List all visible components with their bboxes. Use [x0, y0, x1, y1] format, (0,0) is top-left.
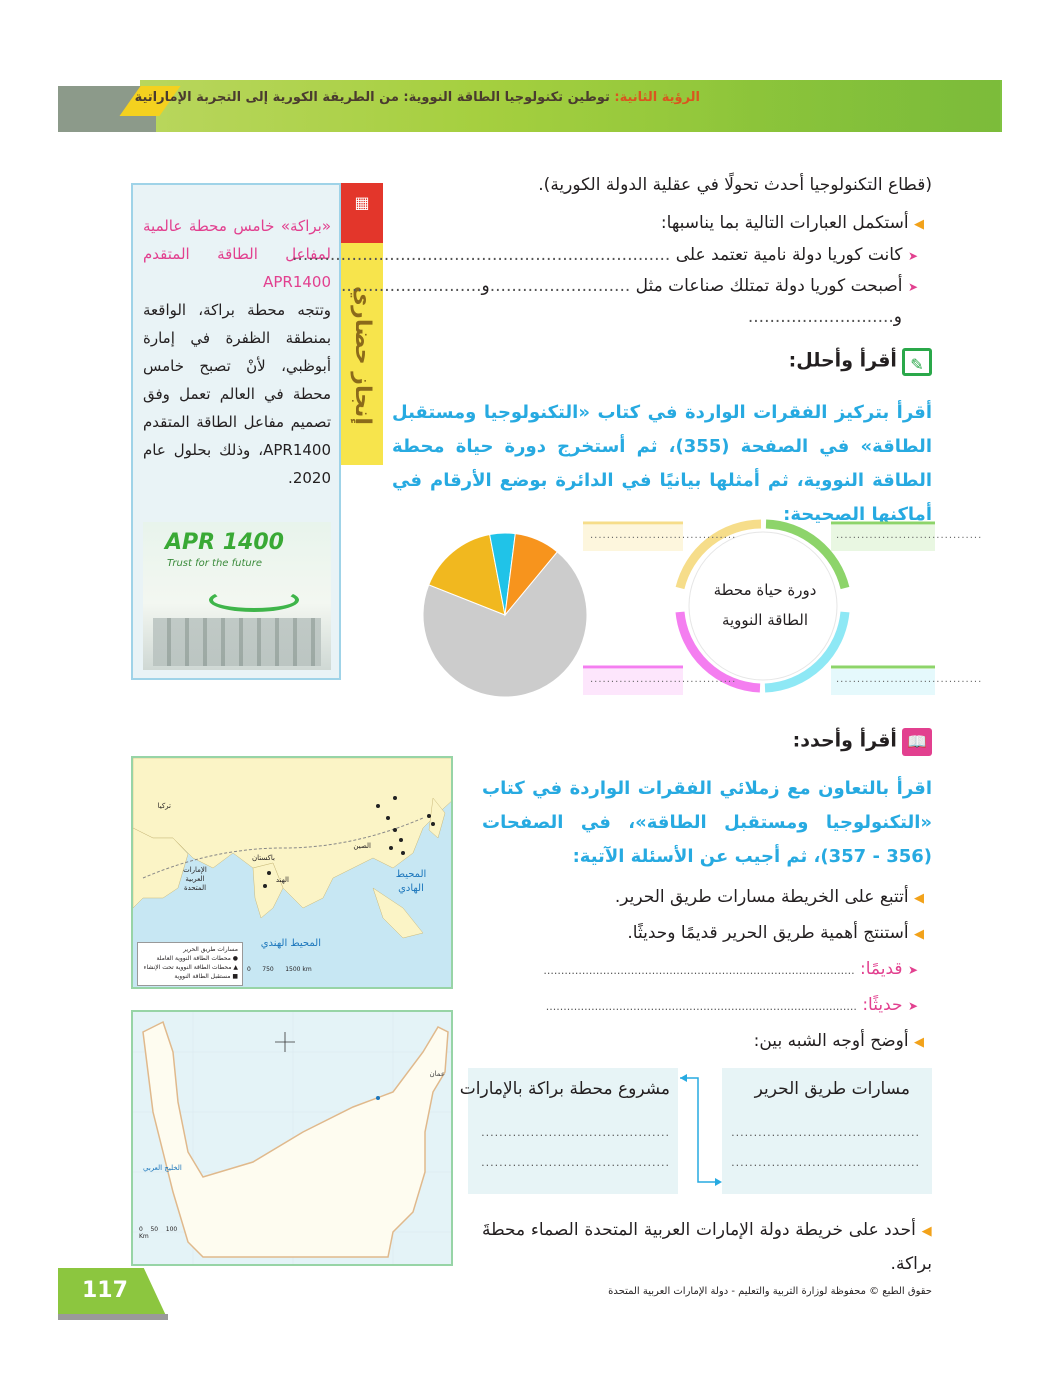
item3-and: و: [893, 307, 902, 327]
complete-prompt-row: [372, 208, 924, 240]
label-pakistan: باكستان: [251, 854, 275, 862]
legend-row-2: ▲ محطات الطاقة النووية تحت الإنشاء: [143, 964, 238, 971]
pie-chart: [420, 530, 590, 700]
compare-box-silk-road-title: مسارات طريق الحرير: [754, 1079, 910, 1099]
header-title-main: توطين تكنولوجيا الطاقة النووية: من الطريقة الكورية إلى التجربة الإماراتية: [134, 90, 615, 105]
header-title: [135, 86, 700, 110]
copyright-note: حقوق الطبع © محفوظة لوزارة التربية والتعليم - دولة الإمارات العربية المتحدة: [608, 1286, 932, 1297]
item1-blank[interactable]: ......................................................................: [292, 245, 671, 265]
label-gulf: الخليج العربي: [143, 1164, 182, 1172]
item2-and: و: [481, 276, 490, 296]
question-1: [482, 880, 924, 916]
question-2: [482, 916, 924, 952]
item2-text: أصبحت كوريا دولة تمتلك صناعات مثل: [635, 276, 903, 296]
cycle-blank-bottom-right[interactable]: ...................................: [836, 674, 983, 685]
label-uae: الإمارات العربية المتحدة: [183, 866, 207, 892]
question-3: [482, 1024, 924, 1060]
legend-row-3: ■ مستقبل الطاقة النووية: [174, 973, 238, 980]
brick-icon: ▦: [354, 193, 370, 212]
apr1400-logo: APR 1400: [165, 530, 284, 555]
old-row: [482, 952, 918, 988]
question-4-text: أحدد على خريطة دولة الإمارات العربية المتحدة الصماء محطةَ براكة.: [482, 1220, 932, 1274]
section1: [292, 170, 932, 332]
map1-scale: 0 750 1500 km: [247, 966, 312, 973]
new-row: [482, 988, 918, 1024]
compare-box-barakah: [459, 1068, 678, 1194]
open-book-icon: 📖: [902, 728, 932, 756]
intro-line: (قطاع التكنولوجيا أحدث تحولًا في عقلية الدولة الكورية).: [538, 175, 932, 195]
legend-row-1: ● محطات الطاقة النووية العاملة: [156, 955, 238, 962]
header-title-accent: الرؤية الثانية:: [614, 90, 700, 105]
question-4: [482, 1214, 932, 1280]
subbullet-icon: ➤: [907, 280, 918, 294]
question-1-text: أتتبع على الخريطة مسارات طريق الحرير.: [614, 887, 909, 907]
uae-blank-map-svg: [133, 1012, 453, 1266]
compare-box-barakah-blank-1[interactable]: ..........................................: [481, 1126, 670, 1139]
new-blank[interactable]: .........................................................................................: [545, 1000, 857, 1013]
sidebar-body: وتتجه محطة براكة، الواقعة بمنطقة الظفرة في إمارة أبوظبي، لأنْ تصبح خامس محطة في العالم تعمل وفق تصميم مفاعل الطاقة المتقدم APR1400، وذلك بحلول عام 2020.: [143, 301, 331, 487]
cycle-blank-bottom-left[interactable]: ...................................: [590, 674, 737, 685]
old-blank[interactable]: .........................................................................................: [543, 964, 855, 977]
read-identify-heading: [793, 728, 932, 756]
subbullet-icon: ➤: [907, 963, 918, 977]
map2-scale: 0 50 100 Km: [139, 1226, 178, 1240]
compare-box-silk-road-blank-2[interactable]: ..........................................: [731, 1156, 920, 1169]
compare-box-barakah-blank-2[interactable]: ..........................................: [481, 1156, 670, 1169]
apr1400-plant-illustration: [153, 618, 321, 666]
silk-road-map[interactable]: [131, 756, 453, 989]
label-india: الهند: [275, 876, 289, 884]
item3-row: [372, 302, 902, 332]
header-leaf-decoration: [700, 80, 1000, 132]
read-identify-title: أقرأ وأحدد:: [792, 729, 897, 752]
subbullet-icon: ➤: [907, 249, 918, 263]
compare-box-barakah-title: مشروع محطة براكة بالإمارات: [459, 1079, 670, 1099]
cycle-blank-top-right[interactable]: ...................................: [836, 530, 983, 541]
label-turkey: تركيا: [157, 802, 171, 810]
page-number: 117: [82, 1278, 128, 1303]
cycle-label: دورة حياة محطة الطاقة النووية: [713, 581, 817, 629]
checkbox-pen-icon: ✎: [902, 348, 932, 376]
legend-title: مسارات طريق الحرير: [183, 946, 238, 953]
bullet-icon: ◀: [914, 927, 924, 942]
bullet-icon: ◀: [914, 217, 924, 232]
read-analyze-heading: [789, 348, 932, 376]
compare-box-silk-road-blank-1[interactable]: ..........................................: [731, 1126, 920, 1139]
complete-prompt: أستكمل العبارات التالية بما يناسبها:: [660, 213, 909, 233]
page-number-shadow: [58, 1314, 168, 1320]
old-label: قديمًا:: [860, 959, 903, 979]
cycle-blank-top-left[interactable]: ...................................: [590, 530, 737, 541]
sidebar-tab-label: إنجاز حضاري: [350, 285, 375, 425]
uae-blank-map[interactable]: [131, 1010, 453, 1266]
item2-blank-b[interactable]: ..........................: [341, 276, 482, 296]
questions: [482, 880, 932, 1060]
compare-box-silk-road: [722, 1068, 932, 1194]
item3-blank[interactable]: ...........................: [747, 307, 894, 327]
question-2-text: أستنتج أهمية طريق الحرير قديمًا وحديثًا.: [627, 923, 909, 943]
label-indian: المحيط الهندي: [260, 938, 321, 949]
apr1400-swirl: [209, 588, 299, 612]
sidebar-headline: «براكة» خامس محطة عالمية لمفاعل الطاقة المتقدم APR1400: [143, 217, 331, 291]
read-identify-paragraph: اقرأ بالتعاون مع زملائي الفقرات الواردة في كتاب «التكنولوجيا ومستقبل الطاقة»، في الصفحات (356 - 357)، ثم أجيب عن الأسئلة الآتية:: [482, 778, 932, 867]
item1-text: كانت كوريا دولة نامية تعتمد على: [675, 245, 903, 265]
item2-row: [341, 271, 918, 302]
apr1400-tagline: Trust for the future: [167, 558, 262, 569]
apr1400-image: [143, 522, 331, 670]
bullet-icon: ◀: [921, 1224, 932, 1239]
label-oman: عمان: [429, 1070, 445, 1078]
new-label: حديثًا:: [862, 995, 903, 1015]
item1-row: [292, 240, 918, 271]
subbullet-icon: ➤: [907, 999, 918, 1013]
question-3-text: أوضح أوجه الشبه بين:: [753, 1031, 909, 1051]
label-china: الصين: [353, 842, 371, 850]
read-analyze-paragraph: أقرأ بتركيز الفقرات الواردة في كتاب «التكنولوجيا ومستقبل الطاقة» في الصفحة (355)، ثم أستخرج دورة حياة محطة الطاقة النووية، ثم أمثلها بيانيًا في الدائرة بوضع الأرقام في أماكنها الصحيحة:: [392, 402, 932, 525]
bullet-icon: ◀: [914, 891, 924, 906]
map1-legend: [137, 942, 243, 986]
label-pacific: المحيط الهادي: [395, 869, 427, 894]
item2-blank-a[interactable]: ..........................: [489, 276, 631, 296]
bullet-icon: ◀: [914, 1035, 924, 1050]
compare-connector: [678, 1070, 724, 1190]
read-analyze-title: أقرأ وأحلل:: [788, 349, 897, 372]
